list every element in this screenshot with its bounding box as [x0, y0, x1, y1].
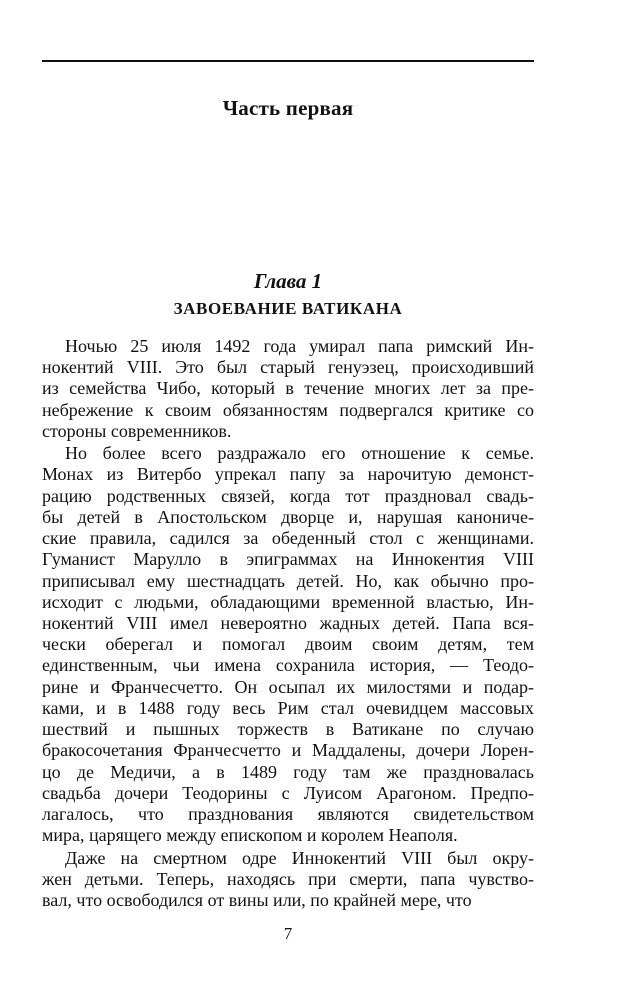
text-line: Монах из Витербо упрекал папу за нарочитую демонст- — [42, 464, 534, 484]
text-line: свадьба дочери Теодорины с Луисом Арагоном. Предпо- — [42, 783, 534, 803]
text-line: ские правила, садился за обеденный стол с женщинами. — [42, 528, 534, 548]
text-line: нокентий VIII имел невероятно жадных детей. Папа вся- — [42, 613, 534, 633]
text-line: Ночью 25 июля 1492 года умирал папа римский Ин- — [65, 336, 534, 356]
text-line: шествий и пышных торжеств в Ватикане по случаю — [42, 719, 534, 739]
chapter-title: ЗАВОЕВАНИЕ ВАТИКАНА — [173, 299, 403, 318]
text-line: Но более всего раздражало его отношение к семье. — [65, 443, 534, 463]
text-line: вал, что освободился от вины или, по крайней мере, что — [42, 890, 472, 910]
text-line: приписывал ему шестнадцать детей. Но, как обычно про- — [42, 571, 534, 591]
text-line: рине и Франчесчетто. Он осыпал их милостями и подар- — [42, 677, 534, 697]
text-line: ками, и в 1488 году весь Рим стал очевидцем массовых — [42, 698, 534, 718]
top-rule — [42, 60, 534, 62]
text-line: из семейства Чибо, который в течение многих лет за пре- — [42, 378, 534, 398]
text-line: нокентий VIII. Это был старый генуэзец, происходивший — [42, 357, 534, 377]
text-line: цо де Медичи, а в 1489 году там же праздновалась — [42, 762, 534, 782]
text-line: небрежение к своим обязанностям подвергался критике со — [42, 400, 534, 420]
text-line: бракосочетания Франчесчетто и Маддалены, дочери Лорен- — [42, 740, 534, 760]
chapter-label: Глава 1 — [253, 269, 323, 293]
text-line: жен детьми. Теперь, находясь при смерти, папа чувство- — [42, 869, 534, 889]
part-title: Часть первая — [222, 96, 354, 120]
text-line: стороны современников. — [42, 421, 232, 441]
text-line: чески оберегал и помогал двоим своим детям, тем — [42, 634, 534, 654]
text-line: бы детей в Апостольском дворце и, нарушая канониче- — [42, 507, 534, 527]
text-line: исходит с людьми, обладающими временной властью, Ин- — [42, 592, 534, 612]
text-line: Гуманист Марулло в эпиграммах на Иннокентия VIII — [42, 549, 534, 569]
text-line: лагалось, что празднования являются свидетельством — [42, 804, 534, 824]
text-line: Даже на смертном одре Иннокентий VIII был окру- — [65, 848, 534, 868]
text-line: единственным, чьи имена сохранила история, — Теодо- — [42, 655, 534, 675]
page-number: 7 — [283, 924, 293, 943]
text-line: рацию родственных связей, когда тот праздновал свадь- — [42, 486, 534, 506]
text-line: мира, царящего между епископом и королем Неаполя. — [42, 825, 458, 845]
